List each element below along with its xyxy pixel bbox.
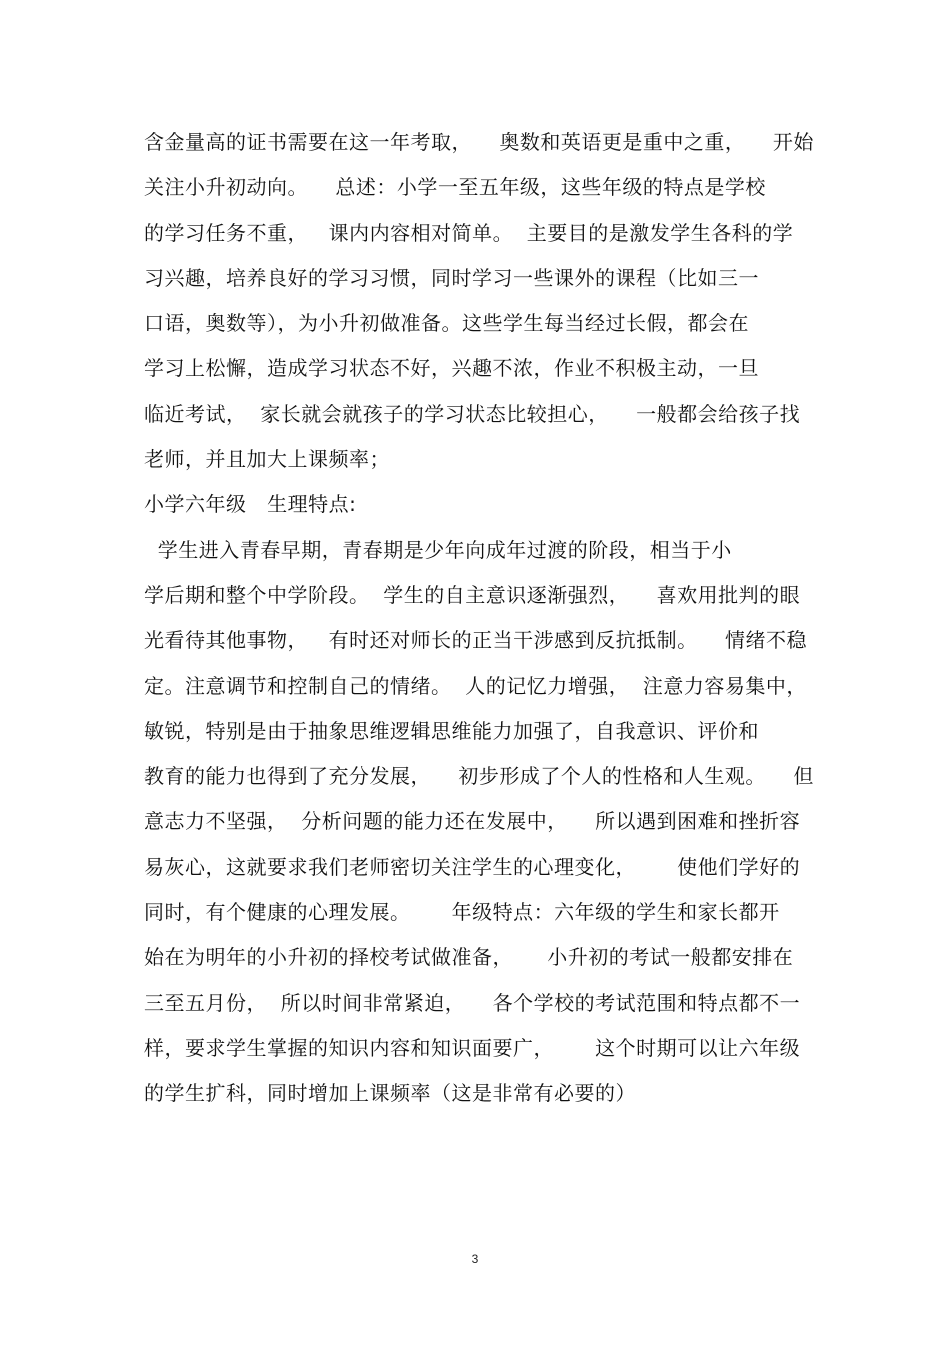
text-line: 学生进入青春早期，青春期是少年向成年过渡的阶段，相当于小 bbox=[144, 537, 732, 562]
text-line: 定。注意调节和控制自己的情绪。 人的记忆力增强， 注意力容易集中， bbox=[144, 673, 807, 698]
text-line: 含金量高的证书需要在这一年考取， 奥数和英语更是重中之重， 开始 bbox=[144, 130, 814, 154]
text-line: 意志力不坚强， 分析问题的能力还在发展中， 所以遇到困难和挫折容 bbox=[144, 809, 801, 834]
section-heading: 小学六年级 生理特点: bbox=[144, 492, 357, 517]
text-line: 的学生扩科，同时增加上课频率（这是非常有必要的） bbox=[144, 1081, 636, 1106]
page-number: 3 bbox=[471, 1252, 479, 1266]
text-line: 临近考试， 家长就会就孩子的学习状态比较担心， 一般都会给孩子找 bbox=[144, 401, 801, 426]
text-line: 的学习任务不重， 课内内容相对简单。 主要目的是激发学生各科的学 bbox=[144, 220, 794, 245]
body-text bbox=[144, 120, 824, 1117]
text-line: 光看待其他事物， 有时还对师长的正当干涉感到反抗抵制。 情绪不稳 bbox=[144, 628, 808, 653]
text-line: 关注小升初动向。 总述：小学一至五年级，这些年级的特点是学校 bbox=[144, 175, 766, 200]
text-line: 样，要求学生掌握的知识内容和知识面要广， 这个时期可以让六年级 bbox=[144, 1035, 801, 1060]
text-line: 教育的能力也得到了充分发展， 初步形成了个人的性格和人生观。 但 bbox=[144, 764, 814, 789]
text-line: 三至五月份， 所以时间非常紧迫， 各个学校的考试范围和特点都不一 bbox=[144, 990, 801, 1015]
text-line: 学习上松懈，造成学习状态不好，兴趣不浓，作业不积极主动，一旦 bbox=[144, 356, 759, 381]
text-line: 易灰心，这就要求我们老师密切关注学生的心理变化， 使他们学好的 bbox=[144, 854, 801, 879]
text-line: 学后期和整个中学阶段。 学生的自主意识逐渐强烈， 喜欢用批判的眼 bbox=[144, 582, 801, 607]
text-line: 习兴趣，培养良好的学习习惯，同时学习一些课外的课程（比如三一 bbox=[144, 265, 759, 290]
text-line: 口语，奥数等），为小升初做准备。这些学生每当经过长假，都会在 bbox=[144, 311, 749, 336]
text-line: 敏锐，特别是由于抽象思维逻辑思维能力加强了，自我意识、评价和 bbox=[144, 718, 759, 743]
text-line: 始在为明年的小升初的择校考试做准备， 小升初的考试一般都安排在 bbox=[144, 945, 794, 970]
text-line: 老师，并且加大上课频率； bbox=[144, 447, 390, 472]
text-line: 同时，有个健康的心理发展。 年级特点：六年级的学生和家长都开 bbox=[144, 900, 780, 925]
